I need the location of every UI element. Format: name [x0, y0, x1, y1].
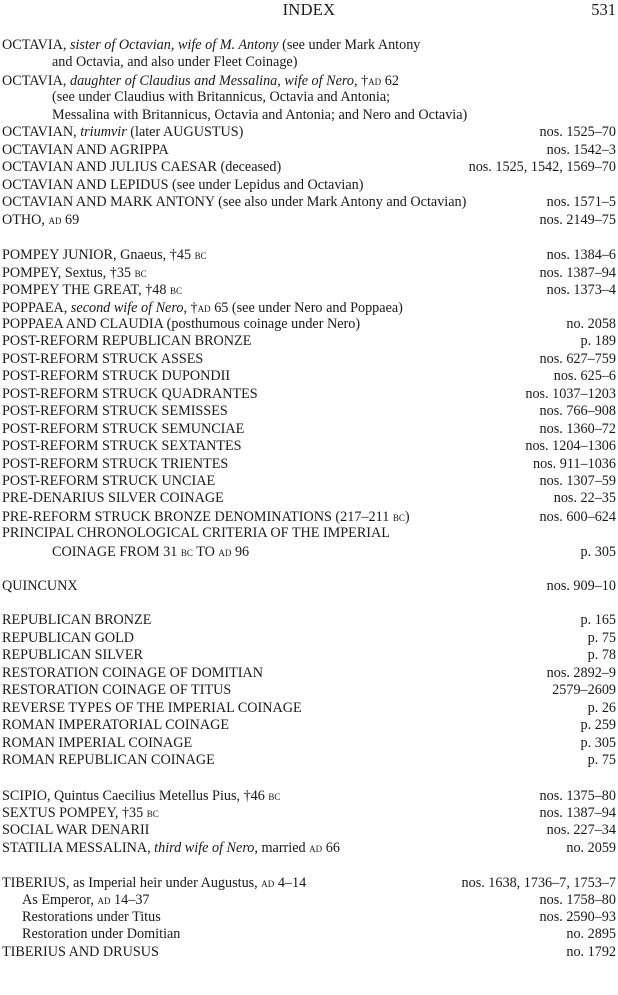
entry-text: and Octavia, and also under Fleet Coinage): [52, 54, 298, 71]
index-entry: [2, 578, 616, 595]
entry-label: [2, 37, 420, 54]
entry-text: Restorations under Titus: [22, 908, 161, 925]
entry-label: [2, 264, 147, 282]
entry-text: PRE-REFORM STRUCK BRONZE DENOMINATIONS (217–211: [2, 508, 393, 525]
entry-reference: p. 259: [580, 717, 616, 734]
entry-reference: p. 75: [587, 629, 616, 646]
section-gap: [2, 769, 616, 786]
entry-label: [2, 543, 249, 561]
entry-text: PRINCIPAL CHRONOLOGICAL CRITERIA OF THE IMPERIAL: [2, 525, 390, 542]
entry-text: SCIPIO, Quintus Caecilius Metellus Pius, †46: [2, 787, 269, 804]
entry-text: 14–37: [110, 892, 150, 909]
entry-label: [2, 72, 399, 90]
index-entry: [2, 159, 616, 176]
entry-reference: nos. 625–6: [553, 368, 616, 385]
entry-text: POST-REFORM STRUCK UNCIAE: [2, 472, 216, 489]
entry-text: POST-REFORM STRUCK DUPONDII: [2, 368, 231, 385]
era-abbreviation: bc: [194, 247, 207, 263]
entry-text: SOCIAL WAR DENARII: [2, 821, 150, 838]
entry-label: [2, 891, 150, 909]
entry-text: 66: [322, 840, 340, 857]
index-subentry: [2, 891, 616, 908]
entry-text: OTHO,: [2, 212, 49, 229]
entry-text: (see under Claudius with Britannicus, Octavia and Antonia;: [52, 89, 391, 106]
entry-label: [2, 822, 149, 839]
entry-text: ROMAN REPUBLICAN COINAGE: [2, 751, 215, 768]
index-entry: [2, 700, 616, 717]
entry-reference: nos. 2149–75: [539, 212, 616, 229]
entry-label: [2, 316, 360, 333]
entry-reference: p. 165: [580, 612, 616, 629]
era-abbreviation: bc: [392, 508, 405, 524]
entry-label: [2, 246, 207, 264]
entry-label: [2, 717, 229, 734]
entry-text: , †: [183, 299, 198, 316]
index-entry: [2, 246, 616, 263]
section-gap: [2, 595, 616, 612]
entry-label: [2, 508, 410, 526]
entry-reference: p. 305: [580, 734, 616, 751]
entry-description: daughter of Claudius and Messalina, wife of Nero: [69, 72, 354, 89]
entry-reference: nos. 1360–72: [539, 420, 616, 437]
index-entry: [2, 72, 616, 89]
entry-label: [2, 177, 364, 194]
entry-text: POST-REFORM STRUCK SEMUNCIAE: [2, 420, 245, 437]
entry-reference: nos. 1638, 1736–7, 1753–7: [461, 875, 616, 891]
entry-reference: p. 78: [587, 647, 616, 664]
entry-text: REPUBLICAN SILVER: [2, 647, 143, 664]
entry-description: second wife of Nero: [70, 299, 184, 316]
entry-description: triumvir: [80, 124, 127, 141]
entry-label: [2, 752, 215, 769]
entry-reference: nos. 909–10: [546, 577, 616, 594]
era-abbreviation: ad: [309, 840, 323, 856]
entry-text: 4–14: [274, 875, 307, 891]
entry-label: [2, 926, 180, 943]
entry-text: 65 (see under Nero and Poppaea): [210, 299, 403, 316]
entry-label: [2, 194, 466, 211]
entry-text: ROMAN IMPERIAL COINAGE: [2, 734, 193, 751]
index-entry-continuation: [2, 89, 616, 106]
index-entry: [2, 787, 616, 804]
entry-reference: p. 189: [580, 333, 616, 350]
index-subentry: [2, 926, 616, 943]
entry-reference: no. 2058: [566, 316, 616, 332]
entry-text: SEXTUS POMPEY, †35: [2, 805, 147, 822]
entry-reference: nos. 1758–80: [539, 892, 616, 909]
entry-reference: nos. 1373–4: [546, 282, 616, 299]
index-entries: [2, 37, 616, 961]
index-entry: [2, 386, 616, 403]
entry-label: [2, 89, 390, 106]
entry-label: [2, 421, 244, 438]
entry-text: REPUBLICAN GOLD: [2, 629, 135, 646]
entry-reference: no. 2059: [566, 840, 616, 857]
entry-text: RESTORATION COINAGE OF DOMITIAN: [2, 664, 264, 681]
index-entry: [2, 665, 616, 682]
index-entry: [2, 508, 616, 525]
entry-label: [2, 735, 192, 752]
entry-reference: no. 1792: [566, 943, 616, 960]
entry-reference: nos. 1387–94: [539, 805, 616, 822]
entry-text: OCTAVIAN AND JULIUS CAESAR (deceased): [2, 159, 282, 176]
entry-text: RESTORATION COINAGE OF TITUS: [2, 682, 232, 699]
entry-label: [2, 54, 297, 71]
index-entry: [2, 752, 616, 769]
entry-text: 62: [381, 72, 399, 89]
entry-label: [2, 647, 143, 664]
entry-reference: nos. 1375–80: [539, 787, 616, 804]
era-abbreviation: bc: [170, 282, 183, 298]
index-entry: [2, 368, 616, 385]
entry-text: POST-REFORM STRUCK SEXTANTES: [2, 438, 242, 455]
index-entry: [2, 264, 616, 281]
entry-label: [2, 386, 258, 403]
entry-label: [2, 682, 231, 699]
entry-text: QUINCUNX: [2, 577, 78, 594]
index-entry: [2, 142, 616, 159]
entry-reference: p. 26: [587, 699, 616, 716]
section-gap: [2, 229, 616, 246]
index-entry: [2, 403, 616, 420]
index-entry: [2, 456, 616, 473]
entry-text: POST-REFORM STRUCK SEMISSES: [2, 403, 228, 420]
entry-label: [2, 490, 224, 507]
index-entry: [2, 612, 616, 629]
entry-text: OCTAVIAN AND LEPIDUS (see under Lepidus and Octavian): [2, 176, 364, 193]
entry-reference: 2579–2609: [552, 682, 616, 699]
entry-reference: p. 305: [580, 543, 616, 560]
entry-text: OCTAVIAN AND AGRIPPA: [2, 141, 169, 158]
era-abbreviation: ad: [218, 543, 232, 559]
entry-reference: nos. 1204–1306: [525, 438, 616, 455]
entry-reference: no. 2895: [566, 926, 616, 943]
index-entry: [2, 874, 616, 891]
era-abbreviation: ad: [368, 72, 382, 88]
era-abbreviation: ad: [261, 875, 275, 890]
era-abbreviation: bc: [180, 543, 193, 559]
entry-text: As Emperor,: [22, 892, 98, 909]
entry-text: PRE-DENARIUS SILVER COINAGE: [2, 490, 224, 507]
running-header: [0, 0, 618, 22]
entry-label: [2, 281, 182, 299]
index-entry: [2, 804, 616, 821]
index-entry: [2, 299, 616, 316]
era-abbreviation: ad: [197, 299, 211, 315]
entry-label: [2, 665, 263, 682]
index-entry: [2, 525, 616, 542]
page-number: 531: [591, 0, 616, 19]
entry-text: OCTAVIA,: [2, 37, 70, 53]
entry-reference: nos. 1384–6: [546, 247, 616, 264]
index-entry: [2, 682, 616, 699]
entry-text: TIBERIUS AND DRUSUS: [2, 943, 159, 960]
entry-text: , †: [353, 72, 369, 89]
era-abbreviation: ad: [97, 892, 111, 908]
entry-label: [2, 839, 340, 857]
index-entry: [2, 124, 616, 141]
entry-text: POST-REFORM STRUCK TRIENTES: [2, 455, 229, 472]
era-abbreviation: bc: [134, 264, 147, 280]
entry-label: [2, 333, 251, 350]
entry-label: [2, 351, 203, 368]
entry-reference: nos. 22–35: [553, 490, 616, 507]
entry-reference: nos. 227–34: [546, 821, 616, 838]
index-entry: [2, 735, 616, 752]
entry-reference: nos. 1525, 1542, 1569–70: [468, 159, 616, 176]
entry-label: [2, 456, 228, 473]
index-entry: [2, 177, 616, 194]
entry-reference: nos. 1525–70: [539, 124, 616, 141]
index-subentry: [2, 909, 616, 926]
entry-text: COINAGE FROM 31: [52, 543, 181, 560]
era-abbreviation: bc: [268, 787, 281, 803]
index-entry: [2, 211, 616, 228]
index-entry-continuation: [2, 543, 616, 560]
entry-text: (later AUGUSTUS): [126, 124, 244, 141]
entry-text: ): [404, 508, 410, 525]
entry-text: OCTAVIAN AND MARK ANTONY (see also under Mark Antony and Octavian): [2, 193, 467, 210]
entry-label: [2, 804, 159, 822]
index-entry: [2, 351, 616, 368]
entry-reference: nos. 766–908: [539, 403, 616, 420]
entry-text: TIBERIUS, as Imperial heir under Augustus,: [2, 875, 262, 891]
index-entry: [2, 316, 616, 333]
entry-label: [2, 299, 403, 317]
entry-reference: nos. 911–1036: [532, 455, 616, 472]
entry-text: POPPAEA AND CLAUDIA (posthumous coinage under Nero): [2, 316, 361, 332]
entry-label: [2, 630, 134, 647]
entry-label: [2, 142, 169, 159]
entry-reference: nos. 1307–59: [539, 472, 616, 489]
entry-label: [2, 944, 159, 961]
index-entry: [2, 822, 616, 839]
page-title: INDEX: [282, 0, 336, 19]
entry-label: [2, 211, 79, 229]
entry-label: [2, 438, 242, 455]
entry-text: POST-REFORM STRUCK ASSES: [2, 350, 204, 367]
entry-reference: nos. 1571–5: [546, 193, 616, 210]
entry-label: [2, 403, 228, 420]
entry-text: OCTAVIA,: [2, 72, 70, 89]
index-entry: [2, 717, 616, 734]
index-entry: [2, 839, 616, 856]
entry-label: [2, 124, 243, 141]
entry-reference: nos. 600–624: [539, 508, 616, 525]
entry-text: 69: [61, 212, 80, 229]
entry-reference: nos. 1387–94: [539, 264, 616, 281]
entry-reference: nos. 2590–93: [539, 908, 616, 925]
entry-text: POST-REFORM STRUCK QUADRANTES: [2, 385, 258, 402]
entry-text: REVERSE TYPES OF THE IMPERIAL COINAGE: [2, 699, 302, 716]
era-abbreviation: bc: [146, 805, 159, 821]
index-entry: [2, 473, 616, 490]
index-entry: [2, 438, 616, 455]
section-gap: [2, 857, 616, 874]
index-entry: [2, 333, 616, 350]
entry-label: [2, 909, 161, 926]
entry-text: POMPEY THE GREAT, †48: [2, 282, 171, 299]
index-entry: [2, 630, 616, 647]
entry-text: Restoration under Domitian: [22, 926, 181, 943]
entry-text: POPPAEA,: [2, 299, 71, 316]
era-abbreviation: ad: [48, 212, 62, 228]
index-entry: [2, 281, 616, 298]
entry-reference: p. 75: [587, 751, 616, 768]
entry-text: STATILIA MESSALINA,: [2, 840, 155, 857]
entry-reference: nos. 1037–1203: [525, 385, 616, 402]
entry-text: REPUBLICAN BRONZE: [2, 612, 152, 629]
entry-label: [2, 159, 281, 176]
index-entry: [2, 421, 616, 438]
entry-label: [2, 612, 151, 629]
entry-text: ROMAN IMPERATORIAL COINAGE: [2, 717, 230, 734]
index-entry: [2, 647, 616, 664]
entry-text: , married: [254, 840, 310, 857]
entry-label: [2, 578, 78, 595]
index-entry: [2, 490, 616, 507]
index-entry-continuation: [2, 54, 616, 71]
entry-reference: nos. 627–759: [539, 350, 616, 367]
entry-label: [2, 700, 302, 717]
entry-text: TO: [192, 543, 219, 560]
entry-text: 96: [231, 543, 250, 560]
entry-label: [2, 368, 230, 385]
section-gap: [2, 560, 616, 577]
entry-text: POMPEY, Sextus, †35: [2, 264, 135, 281]
entry-label: [2, 874, 306, 892]
entry-text: Messalina with Britannicus, Octavia and Antonia; and Nero and Octavia): [52, 106, 468, 123]
entry-label: [2, 107, 467, 124]
entry-label: [2, 787, 280, 805]
entry-label: [2, 473, 215, 490]
index-entry: [2, 944, 616, 961]
entry-text: OCTAVIAN,: [2, 124, 81, 141]
entry-description: sister of Octavian, wife of M. Antony: [69, 37, 279, 53]
entry-label: [2, 525, 390, 542]
entry-text: (see under Mark Antony: [278, 37, 421, 53]
index-entry-continuation: [2, 107, 616, 124]
entry-description: third wife of Nero: [154, 840, 255, 857]
index-entry: [2, 37, 616, 54]
entry-text: POST-REFORM REPUBLICAN BRONZE: [2, 333, 252, 350]
entry-reference: nos. 1542–3: [546, 141, 616, 158]
entry-reference: nos. 2892–9: [546, 664, 616, 681]
index-entry: [2, 194, 616, 211]
entry-text: POMPEY JUNIOR, Gnaeus, †45: [2, 247, 195, 264]
